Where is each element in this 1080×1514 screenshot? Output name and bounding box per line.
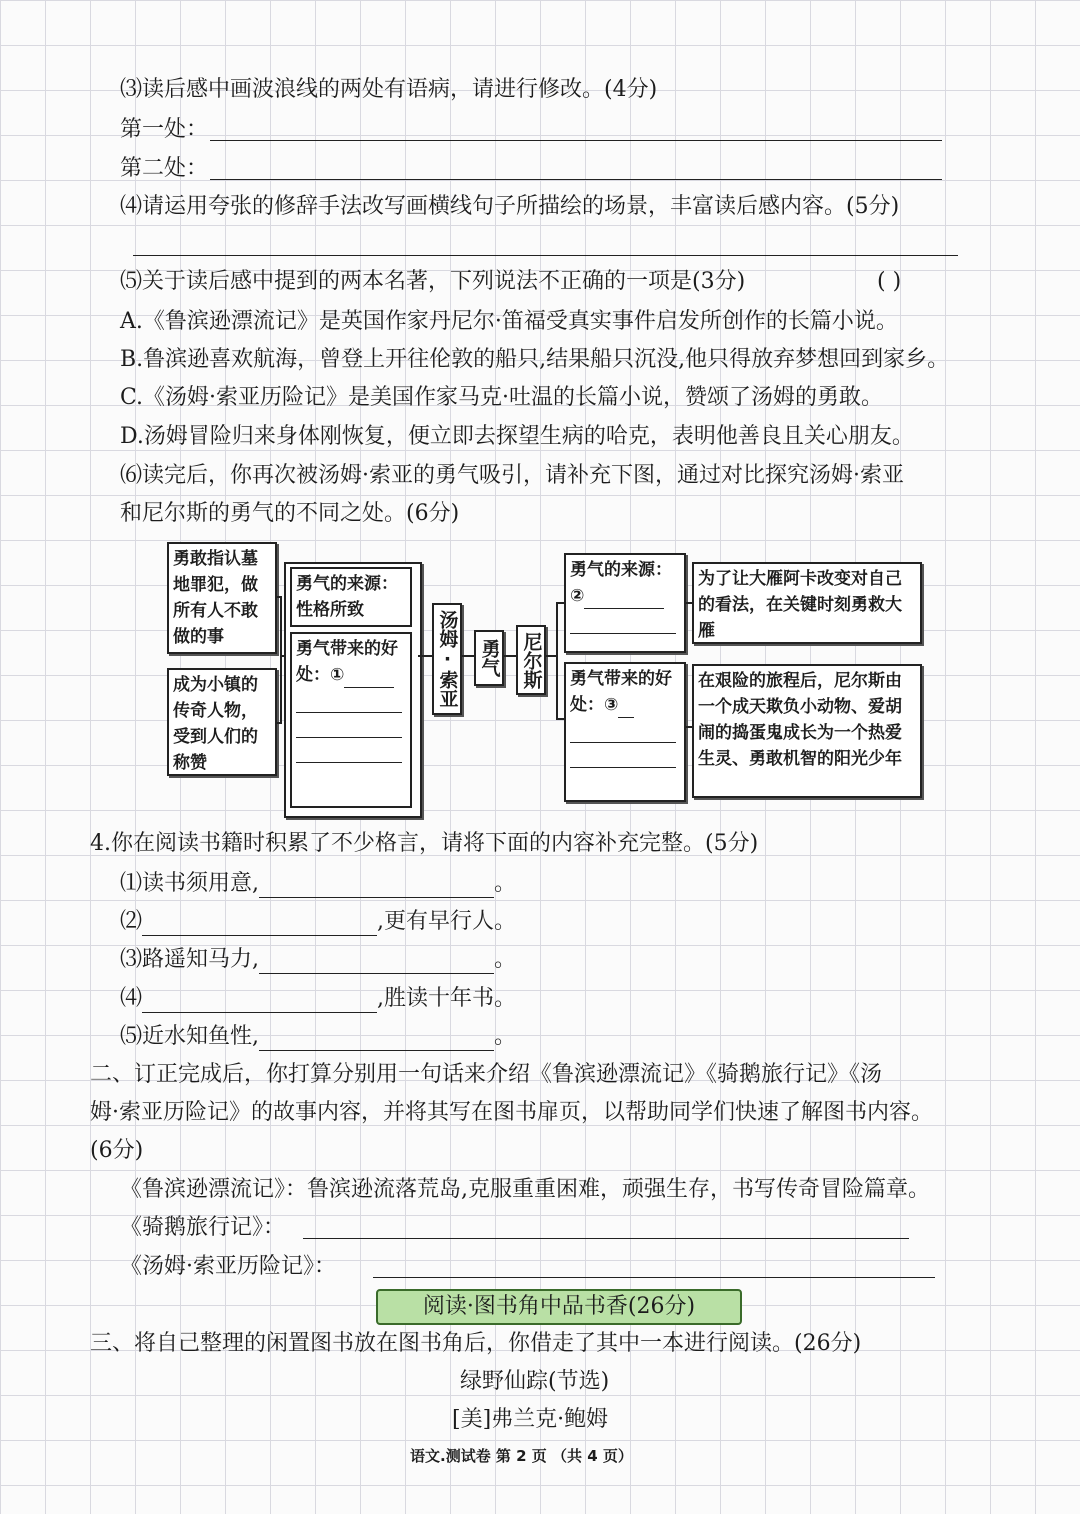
maxim-4-blank[interactable]: [142, 990, 377, 1013]
option-b: B.鲁滨逊喜欢航海，曾登上开往伦敦的船只,结果船只沉没,他只得放弃梦想回到家乡。: [120, 347, 950, 372]
tom-benefit-label: 勇气带来的好处：①: [296, 639, 398, 685]
section-banner: 阅读·图书角中品书香(26分): [376, 1289, 742, 1325]
page-footer: 语文.测试卷 第 2 页 （共 4 页）: [410, 1447, 633, 1465]
tom-name-box: 汤姆·索亚: [432, 603, 462, 715]
maxim-1-pre: ⑴读书须用意,: [120, 871, 259, 896]
maxim-1: [120, 870, 516, 898]
q3-5-answer-paren[interactable]: ( ): [877, 269, 902, 294]
part3-prompt: 三、将自己整理的闲置图书放在图书角后，你借走了其中一本进行阅读。(26分): [90, 1331, 862, 1356]
part2-line3: (6分): [90, 1138, 144, 1163]
maxim-1-post: 。: [494, 871, 517, 896]
blank-2-line-a[interactable]: [570, 609, 676, 634]
first-label: 第一处：: [120, 117, 209, 142]
blank-2[interactable]: [584, 586, 664, 609]
q3-4-answer-line[interactable]: [133, 255, 958, 256]
tom-source-box: 勇气的来源：性格所致: [290, 567, 412, 627]
maxim-5-pre: ⑸近水知鱼性,: [120, 1024, 259, 1049]
passage-author: [美]弗兰克·鲍姆: [452, 1407, 609, 1432]
bracket-mid-top: [556, 602, 564, 604]
maxim-2-post: ,更有早行人。: [377, 909, 517, 934]
tom-result-box: 成为小镇的传奇人物，受到人们的称赞: [167, 668, 277, 776]
maxim-4: [120, 985, 516, 1013]
nils-book-label: 《骑鹅旅行记》：: [120, 1215, 286, 1240]
blank-1-line-c[interactable]: [296, 738, 402, 763]
part2-example: 《鲁滨逊漂流记》：鲁滨逊流落荒岛,克服重重困难，顽强生存，书写传奇冒险篇章。: [120, 1177, 930, 1202]
maxim-2: [120, 908, 516, 936]
maxim-3-pre: ⑶路遥知马力,: [120, 947, 259, 972]
bracket-left-vertical: [280, 596, 282, 724]
maxim-2-blank[interactable]: [142, 913, 377, 936]
bracket-mid-vertical: [556, 602, 558, 720]
nils-book-answer-line[interactable]: [303, 1238, 909, 1239]
q3-3-prompt: ⑶读后感中画波浪线的两处有语病，请进行修改。(4分): [120, 77, 658, 102]
q4-prompt: 4.你在阅读书籍时积累了不少格言，请将下面的内容补充完整。(5分): [90, 831, 759, 856]
maxim-5: [120, 1023, 516, 1051]
maxim-2-pre: ⑵: [120, 909, 143, 934]
option-a: A.《鲁滨逊漂流记》是英国作家丹尼尔·笛福受真实事件启发所创作的长篇小说。: [120, 309, 898, 334]
passage-title: 绿野仙踪(节选): [460, 1369, 610, 1394]
maxim-5-blank[interactable]: [259, 1028, 494, 1051]
tom-deed-box: 勇敢指认墓地罪犯，做所有人不敢做的事: [167, 542, 277, 654]
tom-benefit-box[interactable]: [290, 632, 412, 808]
part2-line1: 二、订正完成后，你打算分别用一句话来介绍《鲁滨逊漂流记》《骑鹅旅行记》《汤: [90, 1062, 883, 1087]
connector-tom-center: [462, 655, 474, 657]
blank-3[interactable]: [618, 695, 634, 718]
second-answer-line[interactable]: [210, 179, 942, 180]
bracket-mid-bottom: [556, 718, 564, 720]
blank-1-line-b[interactable]: [296, 713, 402, 738]
maxim-5-post: 。: [494, 1024, 517, 1049]
first-answer-line[interactable]: [210, 140, 942, 141]
maxim-1-blank[interactable]: [259, 875, 494, 898]
nils-result-box: 在艰险的旅程后，尼尔斯由一个成天欺负小动物、爱胡闹的捣蛋鬼成长为一个热爱生灵、勇敢机智的阳光少年: [692, 664, 922, 798]
q3-6-line1: ⑹读完后，你再次被汤姆·索亚的勇气吸引，请补充下图，通过对比探究汤姆·索亚: [120, 463, 904, 488]
maxim-3: [120, 946, 516, 974]
option-d: D.汤姆冒险归来身体刚恢复，便立即去探望生病的哈克，表明他善良且关心朋友。: [120, 424, 914, 449]
maxim-4-post: ,胜读十年书。: [377, 986, 517, 1011]
maxim-4-pre: ⑷: [120, 986, 143, 1011]
q3-5-prompt: ⑸关于读后感中提到的两本名著，下列说法不正确的一项是(3分): [120, 269, 746, 294]
connector-nils: [546, 655, 556, 657]
courage-center-box: 勇气: [474, 630, 504, 686]
nils-deed-box: 为了让大雁阿卡改变对自己的看法，在关键时刻勇救大雁: [692, 562, 922, 644]
maxim-3-blank[interactable]: [259, 951, 494, 974]
blank-3-line-b[interactable]: [570, 743, 676, 768]
nils-benefit-box[interactable]: [564, 662, 686, 802]
second-label: 第二处：: [120, 156, 209, 181]
tom-book-answer-line[interactable]: [373, 1277, 935, 1278]
part2-line2: 姆·索亚历险记》的故事内容，并将其写在图书扉页，以帮助同学们快速了解图书内容。: [90, 1100, 933, 1125]
connector-center-nils: [504, 655, 516, 657]
blank-1-line-a[interactable]: [296, 688, 402, 713]
nils-benefit-label: 勇气带来的好处：③: [570, 669, 672, 715]
blank-1[interactable]: [344, 665, 394, 688]
option-c: C.《汤姆·索亚历险记》是美国作家马克·吐温的长篇小说，赞颂了汤姆的勇敢。: [120, 385, 884, 410]
connector-tom: [418, 655, 432, 657]
q3-6-line2: 和尼尔斯的勇气的不同之处。(6分): [120, 501, 460, 526]
nils-source-box[interactable]: [564, 553, 686, 653]
q3-4-prompt: ⑷请运用夸张的修辞手法改写画横线句子所描绘的场景，丰富读后感内容。(5分): [120, 194, 900, 219]
tom-book-label: 《汤姆·索亚历险记》：: [120, 1254, 336, 1279]
bracket-left-top: [277, 596, 282, 598]
nils-name-box: 尼尔斯: [516, 625, 546, 695]
blank-3-line-a[interactable]: [570, 718, 676, 743]
bracket-left-bottom: [277, 722, 282, 724]
maxim-3-post: 。: [494, 947, 517, 972]
nils-source-label: 勇气的来源：②: [570, 560, 672, 606]
